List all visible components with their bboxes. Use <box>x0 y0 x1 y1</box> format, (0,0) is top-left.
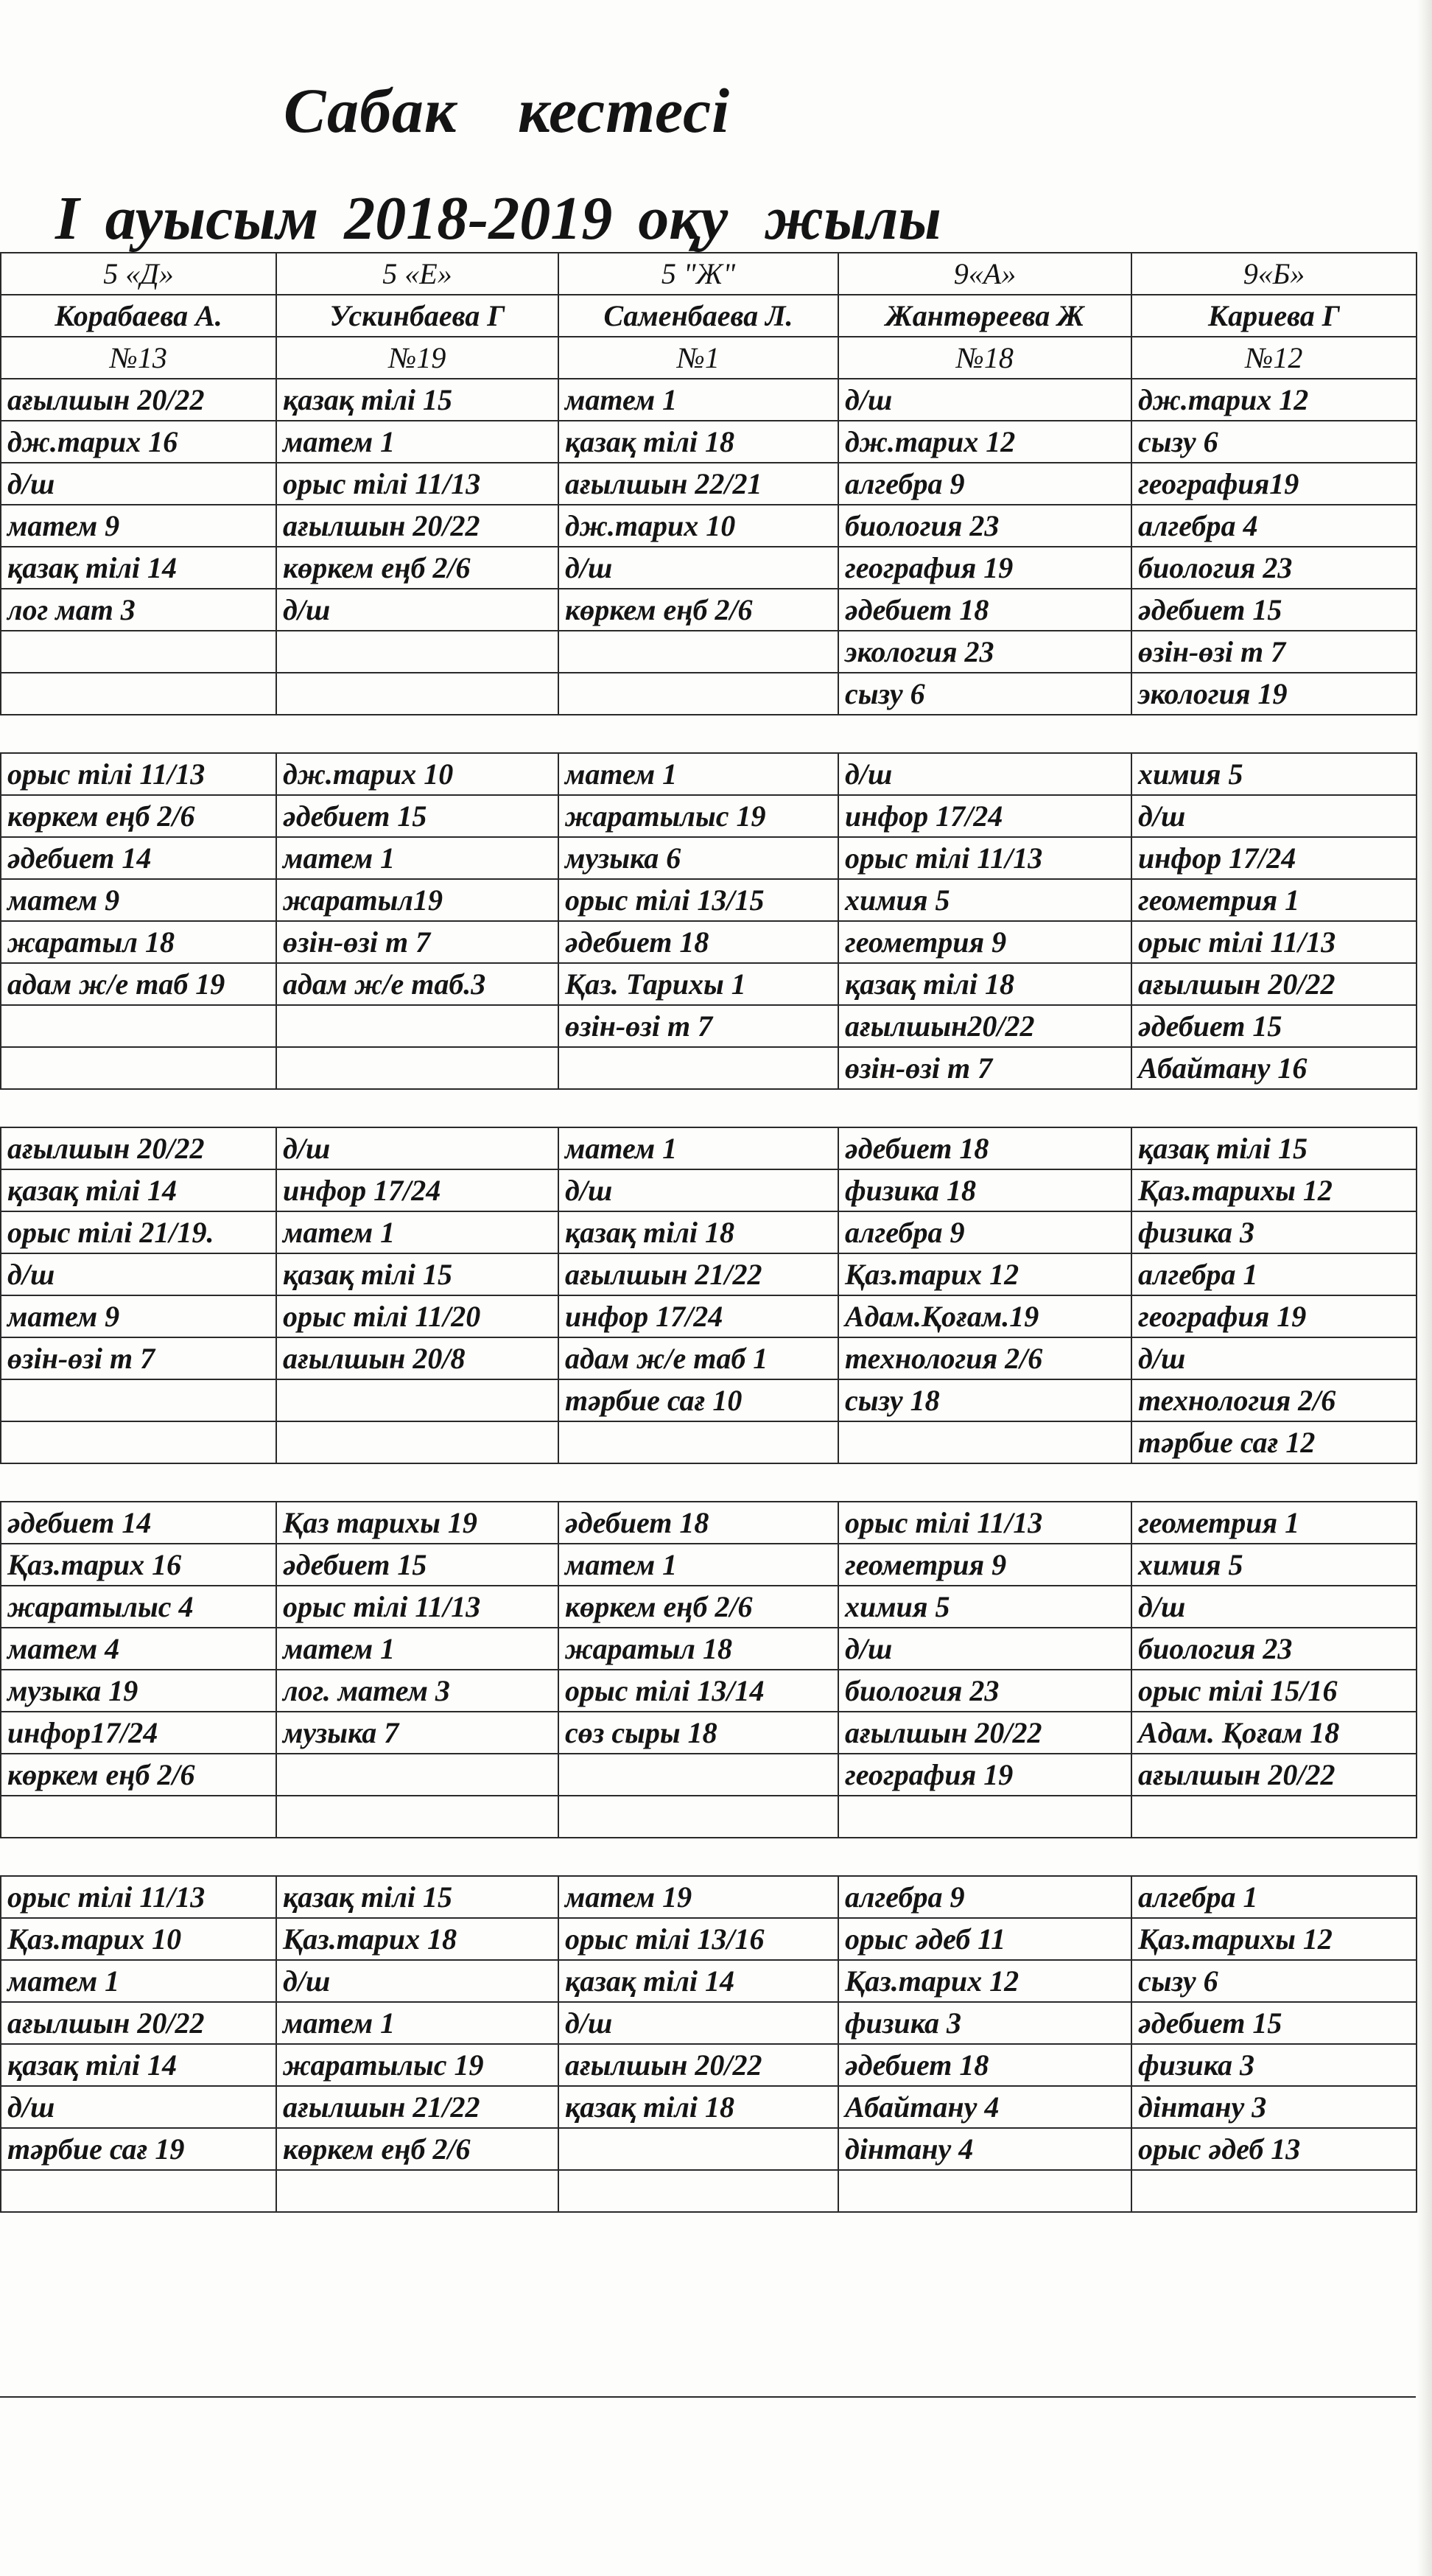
schedule-table <box>0 252 1417 2213</box>
lesson-row <box>1 1211 1417 1253</box>
lesson-cell: жаратыл19 <box>276 879 558 921</box>
lesson-cell: Адам.Қоғам.19 <box>838 1295 1131 1337</box>
lesson-cell: әдебиет 18 <box>558 1502 838 1544</box>
lesson-cell: орыс тілі 11/20 <box>276 1295 558 1337</box>
lesson-cell: д/ш <box>276 589 558 631</box>
lesson-cell: орыс тілі 13/15 <box>558 879 838 921</box>
lesson-row <box>1 1502 1417 1544</box>
lesson-cell: әдебиет 18 <box>558 921 838 963</box>
lesson-cell: қазақ тілі 14 <box>1 547 276 589</box>
separator-cell <box>838 1838 1131 1876</box>
lesson-cell: инфор 17/24 <box>838 795 1131 837</box>
page-edge-shadow <box>1417 0 1432 2576</box>
classes-header-row <box>1 253 1417 295</box>
lesson-cell: орыс тілі 11/13 <box>1 753 276 795</box>
lesson-row <box>1 753 1417 795</box>
lesson-cell: жаратыл 18 <box>1 921 276 963</box>
lesson-cell: геометрия 9 <box>838 1544 1131 1586</box>
lesson-cell: орыс тілі 11/13 <box>1131 921 1417 963</box>
separator-cell <box>1 715 276 753</box>
lesson-cell: дж.тарих 16 <box>1 421 276 463</box>
separator-cell <box>558 715 838 753</box>
day-separator <box>1 1838 1417 1876</box>
lesson-cell <box>276 1005 558 1047</box>
lesson-row <box>1 1047 1417 1089</box>
separator-cell <box>838 1089 1131 1127</box>
room-header-cell: №13 <box>1 337 276 379</box>
lesson-cell: матем 1 <box>558 1127 838 1169</box>
lesson-row <box>1 2170 1417 2212</box>
lesson-cell: орыс тілі 11/13 <box>276 1586 558 1628</box>
lesson-cell: музыка 19 <box>1 1670 276 1712</box>
lesson-cell: химия 5 <box>838 879 1131 921</box>
lesson-cell <box>558 1754 838 1796</box>
lesson-cell: матем 1 <box>276 421 558 463</box>
lesson-cell: өзін-өзі т 7 <box>1131 631 1417 673</box>
lesson-row <box>1 1796 1417 1838</box>
lesson-cell: дінтану 4 <box>838 2128 1131 2170</box>
lesson-row <box>1 795 1417 837</box>
lesson-cell: география19 <box>1131 463 1417 505</box>
teachers-header-row <box>1 295 1417 337</box>
separator-cell <box>1 1838 276 1876</box>
lesson-cell: өзін-өзі т 7 <box>1 1337 276 1379</box>
lesson-cell: жаратылыс 4 <box>1 1586 276 1628</box>
lesson-cell: алгебра 9 <box>838 1876 1131 1918</box>
lesson-cell <box>558 2128 838 2170</box>
separator-cell <box>1131 1463 1417 1502</box>
lesson-cell: матем 1 <box>558 753 838 795</box>
lesson-cell: адам ж/е таб.3 <box>276 963 558 1005</box>
class-header-cell: 5 «Е» <box>276 253 558 295</box>
lesson-cell: д/ш <box>558 1169 838 1211</box>
lesson-cell: д/ш <box>1131 1337 1417 1379</box>
lesson-cell: ағылшын 22/21 <box>558 463 838 505</box>
room-header-cell: №19 <box>276 337 558 379</box>
separator-cell <box>558 1838 838 1876</box>
lesson-row <box>1 1544 1417 1586</box>
lesson-cell: қазақ тілі 15 <box>276 1253 558 1295</box>
lesson-cell: физика 3 <box>1131 2044 1417 2086</box>
lesson-row <box>1 837 1417 879</box>
lesson-row <box>1 1337 1417 1379</box>
lesson-cell: алгебра 4 <box>1131 505 1417 547</box>
lesson-cell: дінтану 3 <box>1131 2086 1417 2128</box>
lesson-cell: қазақ тілі 15 <box>1131 1127 1417 1169</box>
lesson-cell: матем 9 <box>1 1295 276 1337</box>
lesson-cell: орыс тілі 13/16 <box>558 1918 838 1960</box>
lesson-cell: д/ш <box>1 2086 276 2128</box>
school-years: 2018-2019 <box>344 184 613 253</box>
lesson-cell: д/ш <box>838 753 1131 795</box>
lesson-cell: биология 23 <box>838 1670 1131 1712</box>
lesson-row <box>1 1670 1417 1712</box>
lesson-cell: әдебиет 15 <box>1131 589 1417 631</box>
teacher-header-cell: Жантөреева Ж <box>838 295 1131 337</box>
lesson-cell <box>1131 2170 1417 2212</box>
lesson-cell: ағылшын 20/22 <box>1 379 276 421</box>
lesson-row <box>1 2086 1417 2128</box>
lesson-row <box>1 463 1417 505</box>
lesson-row <box>1 1253 1417 1295</box>
lesson-row <box>1 1712 1417 1754</box>
lesson-cell: д/ш <box>838 379 1131 421</box>
lesson-cell: орыс тілі 11/13 <box>276 463 558 505</box>
lesson-cell: алгебра 9 <box>838 1211 1131 1253</box>
lesson-cell: көркем еңб 2/6 <box>1 795 276 837</box>
shift-label: I ауысым <box>55 184 319 253</box>
lesson-cell: Қаз тарихы 19 <box>276 1502 558 1544</box>
lesson-cell: дж.тарих 10 <box>276 753 558 795</box>
separator-cell <box>558 1463 838 1502</box>
lesson-cell: тәрбие сағ 12 <box>1131 1421 1417 1463</box>
lesson-cell: ағылшын 21/22 <box>558 1253 838 1295</box>
separator-cell <box>276 1463 558 1502</box>
lesson-cell <box>276 631 558 673</box>
lesson-cell <box>558 2170 838 2212</box>
lesson-cell: ағылшын 20/22 <box>838 1712 1131 1754</box>
lesson-row <box>1 673 1417 715</box>
lesson-cell: әдебиет 18 <box>838 1127 1131 1169</box>
lesson-row <box>1 547 1417 589</box>
lesson-cell: музыка 6 <box>558 837 838 879</box>
lesson-cell: көркем еңб 2/6 <box>558 1586 838 1628</box>
room-header-cell: №18 <box>838 337 1131 379</box>
lesson-cell <box>1 1047 276 1089</box>
lesson-cell <box>1 1005 276 1047</box>
lesson-cell: әдебиет 14 <box>1 837 276 879</box>
lesson-row <box>1 1628 1417 1670</box>
lesson-cell: қазақ тілі 15 <box>276 379 558 421</box>
lesson-cell: лог мат 3 <box>1 589 276 631</box>
lesson-cell: көркем еңб 2/6 <box>276 2128 558 2170</box>
lesson-cell: әдебиет 18 <box>838 589 1131 631</box>
lesson-cell: әдебиет 15 <box>1131 1005 1417 1047</box>
lesson-cell: ағылшын20/22 <box>838 1005 1131 1047</box>
lesson-cell <box>558 1047 838 1089</box>
lesson-row <box>1 1586 1417 1628</box>
lesson-cell: көркем еңб 2/6 <box>276 547 558 589</box>
lesson-cell: Қаз.тарихы 12 <box>1131 1169 1417 1211</box>
lesson-cell: биология 23 <box>838 505 1131 547</box>
lesson-cell: д/ш <box>276 1127 558 1169</box>
lesson-cell: өзін-өзі т 7 <box>838 1047 1131 1089</box>
lesson-cell: жаратылыс 19 <box>276 2044 558 2086</box>
lesson-cell <box>276 1421 558 1463</box>
lesson-cell: биология 23 <box>1131 547 1417 589</box>
lesson-row <box>1 1169 1417 1211</box>
lesson-cell: қазақ тілі 15 <box>276 1876 558 1918</box>
lesson-cell: дж.тарих 12 <box>838 421 1131 463</box>
lesson-cell: д/ш <box>1131 1586 1417 1628</box>
lesson-cell: д/ш <box>1131 795 1417 837</box>
lesson-row <box>1 421 1417 463</box>
lesson-cell: қазақ тілі 18 <box>558 1211 838 1253</box>
lesson-cell: география 19 <box>1131 1295 1417 1337</box>
lesson-row <box>1 2128 1417 2170</box>
lesson-cell: қазақ тілі 18 <box>838 963 1131 1005</box>
lesson-cell: қазақ тілі 14 <box>1 1169 276 1211</box>
page-title: Сабак кестесі <box>284 75 731 146</box>
lesson-cell: орыс тілі 11/13 <box>838 1502 1131 1544</box>
lesson-cell: жаратылыс 19 <box>558 795 838 837</box>
lesson-cell: инфор17/24 <box>1 1712 276 1754</box>
lesson-cell: жаратыл 18 <box>558 1628 838 1670</box>
lesson-cell: қазақ тілі 18 <box>558 421 838 463</box>
lesson-cell: Абайтану 4 <box>838 2086 1131 2128</box>
lesson-cell: орыс әдеб 13 <box>1131 2128 1417 2170</box>
lesson-cell: д/ш <box>1 463 276 505</box>
lesson-row <box>1 879 1417 921</box>
teacher-header-cell: Корабаева А. <box>1 295 276 337</box>
lesson-cell: орыс тілі 11/13 <box>838 837 1131 879</box>
lesson-row <box>1 1421 1417 1463</box>
lesson-cell <box>276 1796 558 1838</box>
lesson-cell: химия 5 <box>1131 1544 1417 1586</box>
separator-cell <box>838 1463 1131 1502</box>
lesson-row <box>1 1876 1417 1918</box>
lesson-cell: физика 3 <box>838 2002 1131 2044</box>
lesson-cell: матем 1 <box>276 837 558 879</box>
lesson-cell: орыс тілі 15/16 <box>1131 1670 1417 1712</box>
lesson-cell: ағылшын 20/22 <box>558 2044 838 2086</box>
lesson-cell: ағылшын 20/22 <box>1 1127 276 1169</box>
lesson-cell: матем 1 <box>1 1960 276 2002</box>
lesson-cell: адам ж/е таб 1 <box>558 1337 838 1379</box>
teacher-header-cell: Ускинбаева Г <box>276 295 558 337</box>
lesson-cell: орыс тілі 11/13 <box>1 1876 276 1918</box>
lesson-cell: дж.тарих 12 <box>1131 379 1417 421</box>
lesson-cell <box>558 1796 838 1838</box>
lesson-cell: әдебиет 15 <box>276 1544 558 1586</box>
lesson-cell: матем 4 <box>1 1628 276 1670</box>
lesson-cell: өзін-өзі т 7 <box>276 921 558 963</box>
lesson-cell: инфор 17/24 <box>276 1169 558 1211</box>
lesson-cell: дж.тарих 10 <box>558 505 838 547</box>
lesson-cell <box>838 2170 1131 2212</box>
lesson-row <box>1 2044 1417 2086</box>
lesson-cell: лог. матем 3 <box>276 1670 558 1712</box>
lesson-cell <box>1 1421 276 1463</box>
separator-cell <box>1 1089 276 1127</box>
lesson-cell: технология 2/6 <box>838 1337 1131 1379</box>
class-header-cell: 5 "Ж" <box>558 253 838 295</box>
lesson-cell: сызу 6 <box>838 673 1131 715</box>
lesson-cell: өзін-өзі т 7 <box>558 1005 838 1047</box>
lesson-cell: қазақ тілі 14 <box>558 1960 838 2002</box>
separator-cell <box>558 1089 838 1127</box>
lesson-row <box>1 1295 1417 1337</box>
lesson-cell: көркем еңб 2/6 <box>1 1754 276 1796</box>
lesson-cell: ағылшын 20/22 <box>276 505 558 547</box>
lesson-cell: Адам. Қоғам 18 <box>1131 1712 1417 1754</box>
separator-cell <box>1131 715 1417 753</box>
lesson-cell: әдебиет 14 <box>1 1502 276 1544</box>
lesson-cell <box>1131 1796 1417 1838</box>
lesson-cell: Абайтану 16 <box>1131 1047 1417 1089</box>
lesson-cell: орыс тілі 13/14 <box>558 1670 838 1712</box>
lesson-cell <box>1 2170 276 2212</box>
lesson-cell: алгебра 1 <box>1131 1253 1417 1295</box>
lesson-row <box>1 631 1417 673</box>
day-separator <box>1 1463 1417 1502</box>
lesson-cell: география 19 <box>838 1754 1131 1796</box>
lesson-cell: химия 5 <box>1131 753 1417 795</box>
lesson-cell: инфор 17/24 <box>1131 837 1417 879</box>
lesson-cell <box>276 1047 558 1089</box>
lesson-cell <box>1 673 276 715</box>
teacher-header-cell: Кариева Г <box>1131 295 1417 337</box>
class-header-cell: 9«Б» <box>1131 253 1417 295</box>
lesson-cell: Қаз.тарихы 12 <box>1131 1918 1417 1960</box>
rooms-header-row <box>1 337 1417 379</box>
lesson-cell <box>1 631 276 673</box>
lesson-cell: әдебиет 18 <box>838 2044 1131 2086</box>
lesson-cell: алгебра 1 <box>1131 1876 1417 1918</box>
lesson-row <box>1 379 1417 421</box>
lesson-cell: геометрия 9 <box>838 921 1131 963</box>
lesson-cell: геометрия 1 <box>1131 879 1417 921</box>
lesson-cell <box>558 1421 838 1463</box>
separator-cell <box>1131 1089 1417 1127</box>
lesson-cell: көркем еңб 2/6 <box>558 589 838 631</box>
day-separator <box>1 1089 1417 1127</box>
lesson-cell <box>1 1379 276 1421</box>
lesson-row <box>1 1918 1417 1960</box>
lesson-cell: ағылшын 20/22 <box>1 2002 276 2044</box>
lesson-cell: әдебиет 15 <box>1131 2002 1417 2044</box>
lesson-cell <box>276 1379 558 1421</box>
lesson-cell <box>558 631 838 673</box>
lesson-row <box>1 1754 1417 1796</box>
lesson-cell: тәрбие сағ 10 <box>558 1379 838 1421</box>
lesson-cell: ағылшын 20/22 <box>1131 963 1417 1005</box>
lesson-cell: технология 2/6 <box>1131 1379 1417 1421</box>
bottom-rule <box>0 2396 1416 2398</box>
separator-cell <box>1131 1838 1417 1876</box>
lesson-cell: орыс әдеб 11 <box>838 1918 1131 1960</box>
lesson-cell <box>276 2170 558 2212</box>
lesson-row <box>1 1005 1417 1047</box>
lesson-row <box>1 1379 1417 1421</box>
lesson-cell: Қаз.тарих 12 <box>838 1960 1131 2002</box>
lesson-cell: музыка 7 <box>276 1712 558 1754</box>
lesson-cell: д/ш <box>838 1628 1131 1670</box>
lesson-cell: әдебиет 15 <box>276 795 558 837</box>
lesson-cell: матем 1 <box>558 1544 838 1586</box>
lesson-cell <box>276 673 558 715</box>
lesson-cell: физика 3 <box>1131 1211 1417 1253</box>
separator-cell <box>276 1089 558 1127</box>
lesson-cell: матем 1 <box>276 1628 558 1670</box>
lesson-cell: матем 1 <box>276 1211 558 1253</box>
lesson-cell: матем 19 <box>558 1876 838 1918</box>
lesson-cell <box>276 1754 558 1796</box>
lesson-cell: экология 23 <box>838 631 1131 673</box>
separator-cell <box>276 715 558 753</box>
lesson-cell: инфор 17/24 <box>558 1295 838 1337</box>
lesson-cell: матем 1 <box>558 379 838 421</box>
lesson-cell: ағылшын 21/22 <box>276 2086 558 2128</box>
lesson-cell: матем 9 <box>1 879 276 921</box>
room-header-cell: №1 <box>558 337 838 379</box>
lesson-cell: ағылшын 20/22 <box>1131 1754 1417 1796</box>
lesson-row <box>1 921 1417 963</box>
page-subtitle <box>55 183 941 254</box>
class-header-cell: 9«А» <box>838 253 1131 295</box>
lesson-cell: д/ш <box>1 1253 276 1295</box>
lesson-cell <box>558 673 838 715</box>
separator-cell <box>838 715 1131 753</box>
lesson-row <box>1 2002 1417 2044</box>
lesson-cell: Қаз. Тарихы 1 <box>558 963 838 1005</box>
lesson-row <box>1 963 1417 1005</box>
lesson-cell <box>838 1421 1131 1463</box>
lesson-cell: география 19 <box>838 547 1131 589</box>
lesson-cell: ағылшын 20/8 <box>276 1337 558 1379</box>
lesson-row <box>1 589 1417 631</box>
lesson-cell <box>1 1796 276 1838</box>
lesson-cell: физика 18 <box>838 1169 1131 1211</box>
day-separator <box>1 715 1417 753</box>
lesson-cell: химия 5 <box>838 1586 1131 1628</box>
lesson-cell: қазақ тілі 14 <box>1 2044 276 2086</box>
lesson-cell: д/ш <box>558 2002 838 2044</box>
subtitle-word-2: жылы <box>765 184 941 253</box>
lesson-cell: геометрия 1 <box>1131 1502 1417 1544</box>
lesson-cell: сызу 6 <box>1131 421 1417 463</box>
lesson-cell: матем 9 <box>1 505 276 547</box>
lesson-cell: алгебра 9 <box>838 463 1131 505</box>
lesson-row <box>1 1127 1417 1169</box>
lesson-cell: орыс тілі 21/19. <box>1 1211 276 1253</box>
lesson-cell: Қаз.тарих 10 <box>1 1918 276 1960</box>
lesson-cell: д/ш <box>558 547 838 589</box>
lesson-cell: сызу 18 <box>838 1379 1131 1421</box>
teacher-header-cell: Саменбаева Л. <box>558 295 838 337</box>
lesson-cell: тәрбие сағ 19 <box>1 2128 276 2170</box>
lesson-cell: экология 19 <box>1131 673 1417 715</box>
lesson-cell: қазақ тілі 18 <box>558 2086 838 2128</box>
room-header-cell: №12 <box>1131 337 1417 379</box>
lesson-row <box>1 1960 1417 2002</box>
lesson-cell: Қаз.тарих 16 <box>1 1544 276 1586</box>
separator-cell <box>276 1838 558 1876</box>
lesson-row <box>1 505 1417 547</box>
lesson-cell: Қаз.тарих 12 <box>838 1253 1131 1295</box>
lesson-cell: сызу 6 <box>1131 1960 1417 2002</box>
lesson-cell: Қаз.тарих 18 <box>276 1918 558 1960</box>
class-header-cell: 5 «Д» <box>1 253 276 295</box>
lesson-cell: матем 1 <box>276 2002 558 2044</box>
lesson-cell: д/ш <box>276 1960 558 2002</box>
lesson-cell <box>838 1796 1131 1838</box>
lesson-cell: биология 23 <box>1131 1628 1417 1670</box>
subtitle-word-1: оқу <box>638 184 729 253</box>
lesson-cell: адам ж/е таб 19 <box>1 963 276 1005</box>
separator-cell <box>1 1463 276 1502</box>
lesson-cell: сөз сыры 18 <box>558 1712 838 1754</box>
